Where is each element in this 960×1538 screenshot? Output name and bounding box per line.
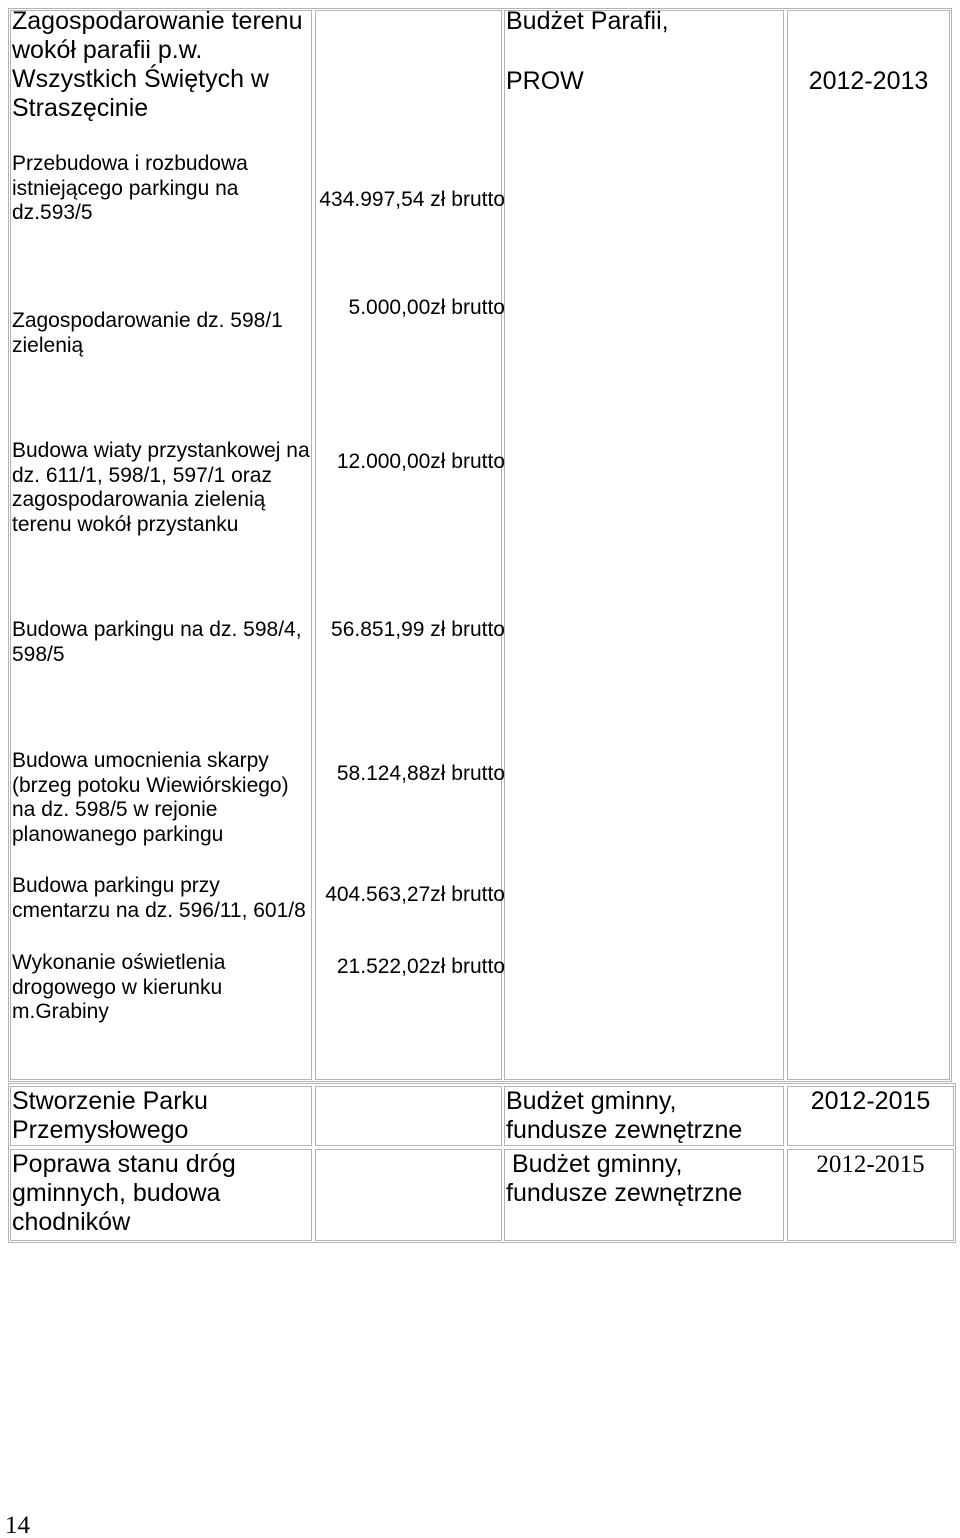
task-description: Budowa wiaty przystankowej na dz. 611/1, 598/1, 597/1 oraz zagospodarowania zielenią terenu wokół przystanku bbox=[12, 439, 310, 536]
implementation-period: 2012-2015 bbox=[816, 1151, 925, 1178]
task-cost: 12.000,00zł brutto bbox=[336, 450, 505, 473]
task-description: Budowa umocnienia skarpy (brzeg potoku Wiewiórskiego) na dz. 598/5 w rejonie planowanego parkingu bbox=[12, 749, 289, 846]
table-row-cell bbox=[315, 1086, 502, 1146]
task-description: Budowa parkingu przy cmentarzu na dz. 596/11, 601/8 bbox=[12, 874, 306, 922]
task-description: Zagospodarowanie dz. 598/1 zielenią bbox=[12, 309, 283, 357]
cost-cell bbox=[315, 10, 502, 1080]
task-cost: 434.997,54 zł brutto bbox=[319, 188, 505, 211]
table-row-cell bbox=[315, 1149, 502, 1241]
funding-source-line: Budżet Parafii, bbox=[506, 7, 669, 35]
task-description: Przebudowa i rozbudowa istniejącego parkingu na dz.593/5 bbox=[12, 152, 248, 224]
funding-source: Budżet gminny, fundusze zewnętrzne bbox=[506, 1150, 743, 1207]
page-number: 14 bbox=[5, 1512, 30, 1538]
project-title: Zagospodarowanie terenu wokół parafii p.w. Wszystkich Świętych w Straszęcinie bbox=[12, 7, 303, 122]
task-cost: 5.000,00zł brutto bbox=[348, 296, 505, 319]
task-cost: 404.563,27zł brutto bbox=[325, 883, 505, 906]
funding-source-line: PROW bbox=[506, 67, 584, 95]
task-cost: 58.124,88zł brutto bbox=[336, 762, 505, 785]
task-cost: 56.851,99 zł brutto bbox=[331, 618, 505, 641]
funding-source: Budżet gminny, fundusze zewnętrzne bbox=[506, 1087, 743, 1144]
period-cell bbox=[787, 10, 950, 1080]
project-title: Poprawa stanu dróg gminnych, budowa chodników bbox=[12, 1150, 236, 1236]
implementation-period: 2012-2015 bbox=[810, 1087, 931, 1115]
funding-cell bbox=[504, 10, 784, 1080]
project-title: Stworzenie Parku Przemysłowego bbox=[12, 1087, 208, 1144]
task-description: Wykonanie oświetlenia drogowego w kierunku m.Grabiny bbox=[12, 951, 226, 1023]
task-description: Budowa parkingu na dz. 598/4, 598/5 bbox=[12, 618, 302, 666]
implementation-period: 2012-2013 bbox=[808, 67, 929, 95]
task-cost: 21.522,02zł brutto bbox=[336, 955, 505, 978]
